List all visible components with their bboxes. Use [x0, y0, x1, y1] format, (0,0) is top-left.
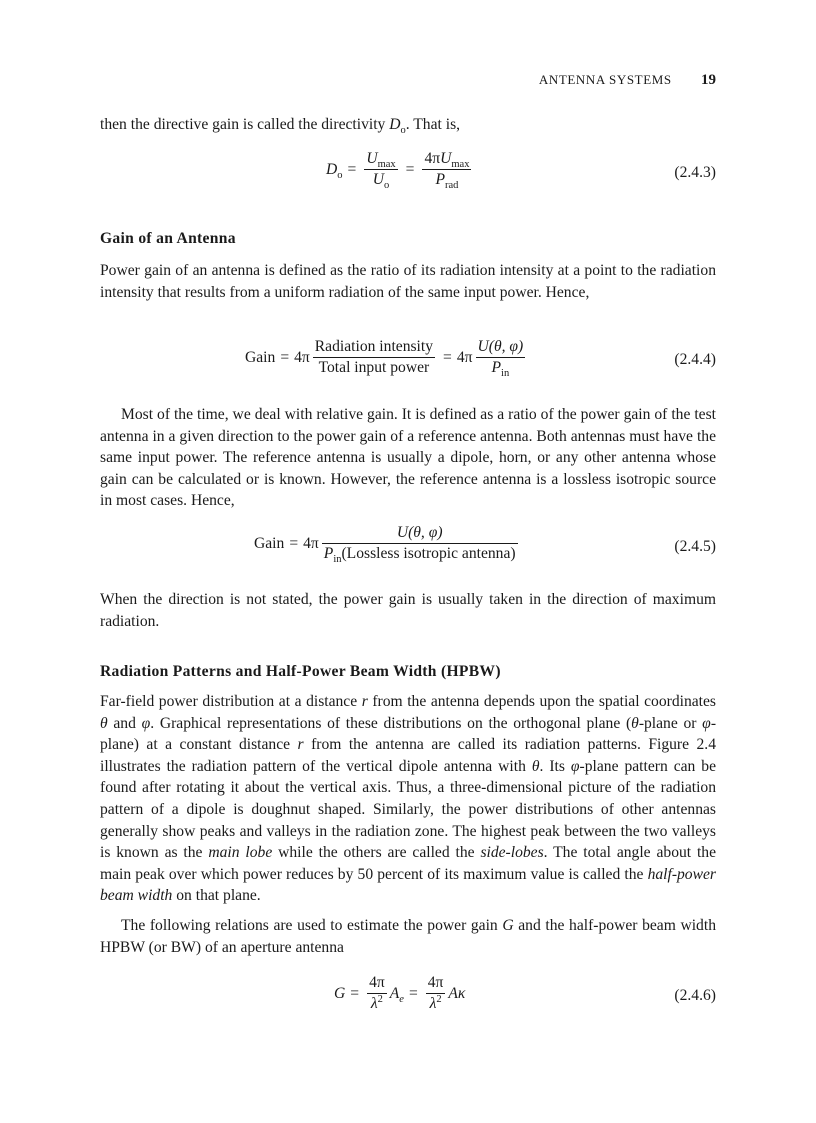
running-head [100, 72, 716, 89]
equation-2-4-5: Gain = 4π $\frac{U(\theta, \varphi)}{P_{in}(Lossless isotropic antenna)}$ (2.4.5) [254, 524, 716, 566]
gain-paragraph: Power gain of an antenna is defined as the ratio of its radiation intensity at a point to the radiation intensity that results from a uniform radiation of the same input power. Hence, [100, 262, 716, 301]
equation-number: (2.4.6) [674, 987, 716, 1004]
gain-hpbw-paragraph: The following relations are used to estimate the power gain G and the half-power beam width HPBW (or BW) of an aperture antenna [100, 917, 716, 956]
intro-text: then the directive gain is called the directivity $D_o$. That is, [100, 116, 461, 137]
equation-2-4-6: G = $\frac{4\pi}{\lambda^2}$ $A_e$ = $\frac{4\pi}{\lambda^2}$ Aκ (2.4.6) [334, 974, 716, 1012]
running-head-title: ANTENNA SYSTEMS [538, 72, 672, 87]
page-number: 19 [701, 72, 716, 88]
section-heading-gain: Gain of an Antenna [100, 230, 236, 247]
relative-gain-paragraph: Most of the time, we deal with relative gain. It is defined as a ratio of the power gain of the test antenna in a given direction to the power gain of a reference antenna. Both antennas must have the same input power. The reference antenna is usually a dipole, horn, or any other antenna whose gain can be calculated or is known. However, the reference antenna is a lossless isotropic source in most cases. Hence, [100, 406, 716, 510]
equation-2-4-4: Gain = 4π $\frac{\text{Radiation intensity}}{\text{Total input power}}$ = 4π $\frac{U(\theta, \varphi)}{P_{in}}$ (2.4.4) [245, 338, 716, 380]
patterns-paragraph: Far-field power distribution at a distance r from the antenna depends upon the spatial coordinates θ and φ. Graphical representations of these distributions on the orthogonal plane (θ-plane or φ-plane) at a constant distance r from the antenna are called its radiation patterns. Figure 2.4 illustrates the radiation pattern of the vertical dipole antenna with θ. Its φ-plane pattern can be found after rotating it about the vertical axis. Thus, a three-dimensional picture of the radiation pattern of a dipole is doughnut shaped. Similarly, the power distributions of other antennas generally show peaks and valleys in the radiation zone. The highest peak between the two valleys is known as the main lobe while the others are called the side-lobes. The total angle about the main peak over which power reduces by 50 percent of its maximum value is called the half-power beam width on that plane. [100, 693, 717, 905]
equation-number: (2.4.5) [674, 538, 716, 555]
direction-paragraph: When the direction is not stated, the power gain is usually taken in the direction of maximum radiation. [100, 591, 716, 630]
equation-2-4-3: $D_o$ = $\frac{U_{max}}{U_o}$ = $\frac{4\pi U_{max}}{P_{rad}}$ (2.4.3) [326, 150, 716, 192]
equation-number: (2.4.3) [674, 164, 716, 181]
section-heading-patterns: Radiation Patterns and Half-Power Beam Width (HPBW) [100, 663, 501, 680]
equation-number: (2.4.4) [674, 351, 716, 368]
